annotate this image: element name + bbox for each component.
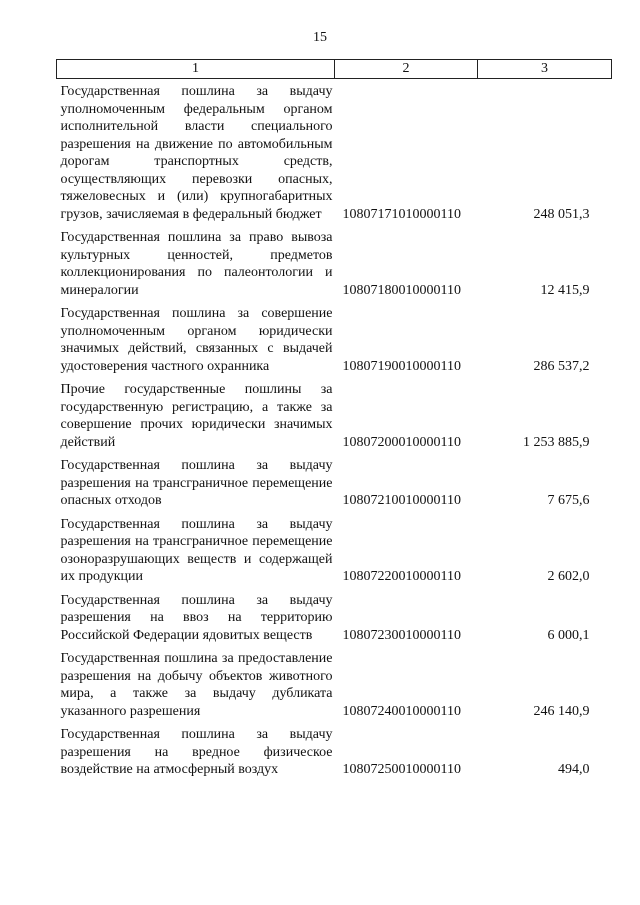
row-code: 10807180010000110 [342, 282, 461, 298]
table-row [57, 305, 612, 381]
row-amount: 2 602,0 [547, 569, 590, 584]
row-description: Государственная пошлина за выдачу разрешения на трансграничное перемещение озоноразрушающих веществ и содержащей их продукции [60, 516, 333, 584]
fees-table [56, 59, 612, 785]
row-code: 10807230010000110 [342, 627, 461, 643]
table-row [57, 726, 612, 785]
table-row [57, 381, 612, 457]
row-amount: 1 253 885,9 [523, 434, 590, 450]
row-description: Государственная пошлина за право вывоза культурных ценностей, предметов коллекционирования по палеонтологии и минералогии [60, 230, 333, 298]
page-number: 15 [313, 30, 327, 45]
row-amount: 248 051,3 [533, 206, 590, 222]
table-row [57, 457, 612, 516]
row-code: 10807220010000110 [342, 569, 461, 584]
row-amount: 246 140,9 [533, 703, 590, 719]
row-code: 10807250010000110 [342, 762, 461, 777]
row-code: 10807190010000110 [342, 358, 461, 374]
row-code: 10807240010000110 [342, 703, 461, 719]
table-header-row [57, 60, 612, 79]
row-description: Государственная пошлина за выдачу уполномоченным федеральным органом исполнительной власти специального разрешения на движение по автомобильным дорогам транспортных средств, осуществляющих перевозки опасных, тяжеловесных и (или) крупногабаритных грузов, зачисляемая в федеральный бюджет [60, 84, 333, 222]
table-row [57, 79, 612, 230]
table-row [57, 650, 612, 726]
row-description: Государственная пошлина за выдачу разрешения на трансграничное перемещение опасных отходов [60, 458, 333, 508]
row-code: 10807171010000110 [342, 206, 461, 222]
column-header-1: 1 [57, 60, 335, 79]
row-amount: 494,0 [558, 762, 590, 777]
column-header-2: 2 [335, 60, 478, 79]
row-code: 10807200010000110 [342, 434, 461, 450]
row-description: Прочие государственные пошлины за государственную регистрацию, а также за совершение прочих юридически значимых действий [60, 382, 333, 450]
table-row [57, 592, 612, 651]
table-row [57, 516, 612, 592]
row-amount: 286 537,2 [533, 358, 590, 374]
row-amount: 7 675,6 [547, 493, 590, 508]
row-description: Государственная пошлина за предоставление разрешения на добычу объектов животного мира, а также за выдачу дубликата указанного разрешения [60, 651, 333, 719]
row-code: 10807210010000110 [342, 493, 461, 508]
row-description: Государственная пошлина за выдачу разрешения на вредное физическое воздействие на атмосферный воздух [60, 727, 333, 777]
column-header-3: 3 [478, 60, 612, 79]
table-row [57, 229, 612, 305]
row-description: Государственная пошлина за выдачу разрешения на ввоз на территорию Российской Федерации ядовитых веществ [60, 592, 333, 643]
row-description: Государственная пошлина за совершение уполномоченным органом юридически значимых действий, связанных с выдачей удостоверения частного охранника [60, 306, 333, 374]
row-amount: 12 415,9 [540, 282, 590, 298]
row-amount: 6 000,1 [547, 627, 590, 643]
